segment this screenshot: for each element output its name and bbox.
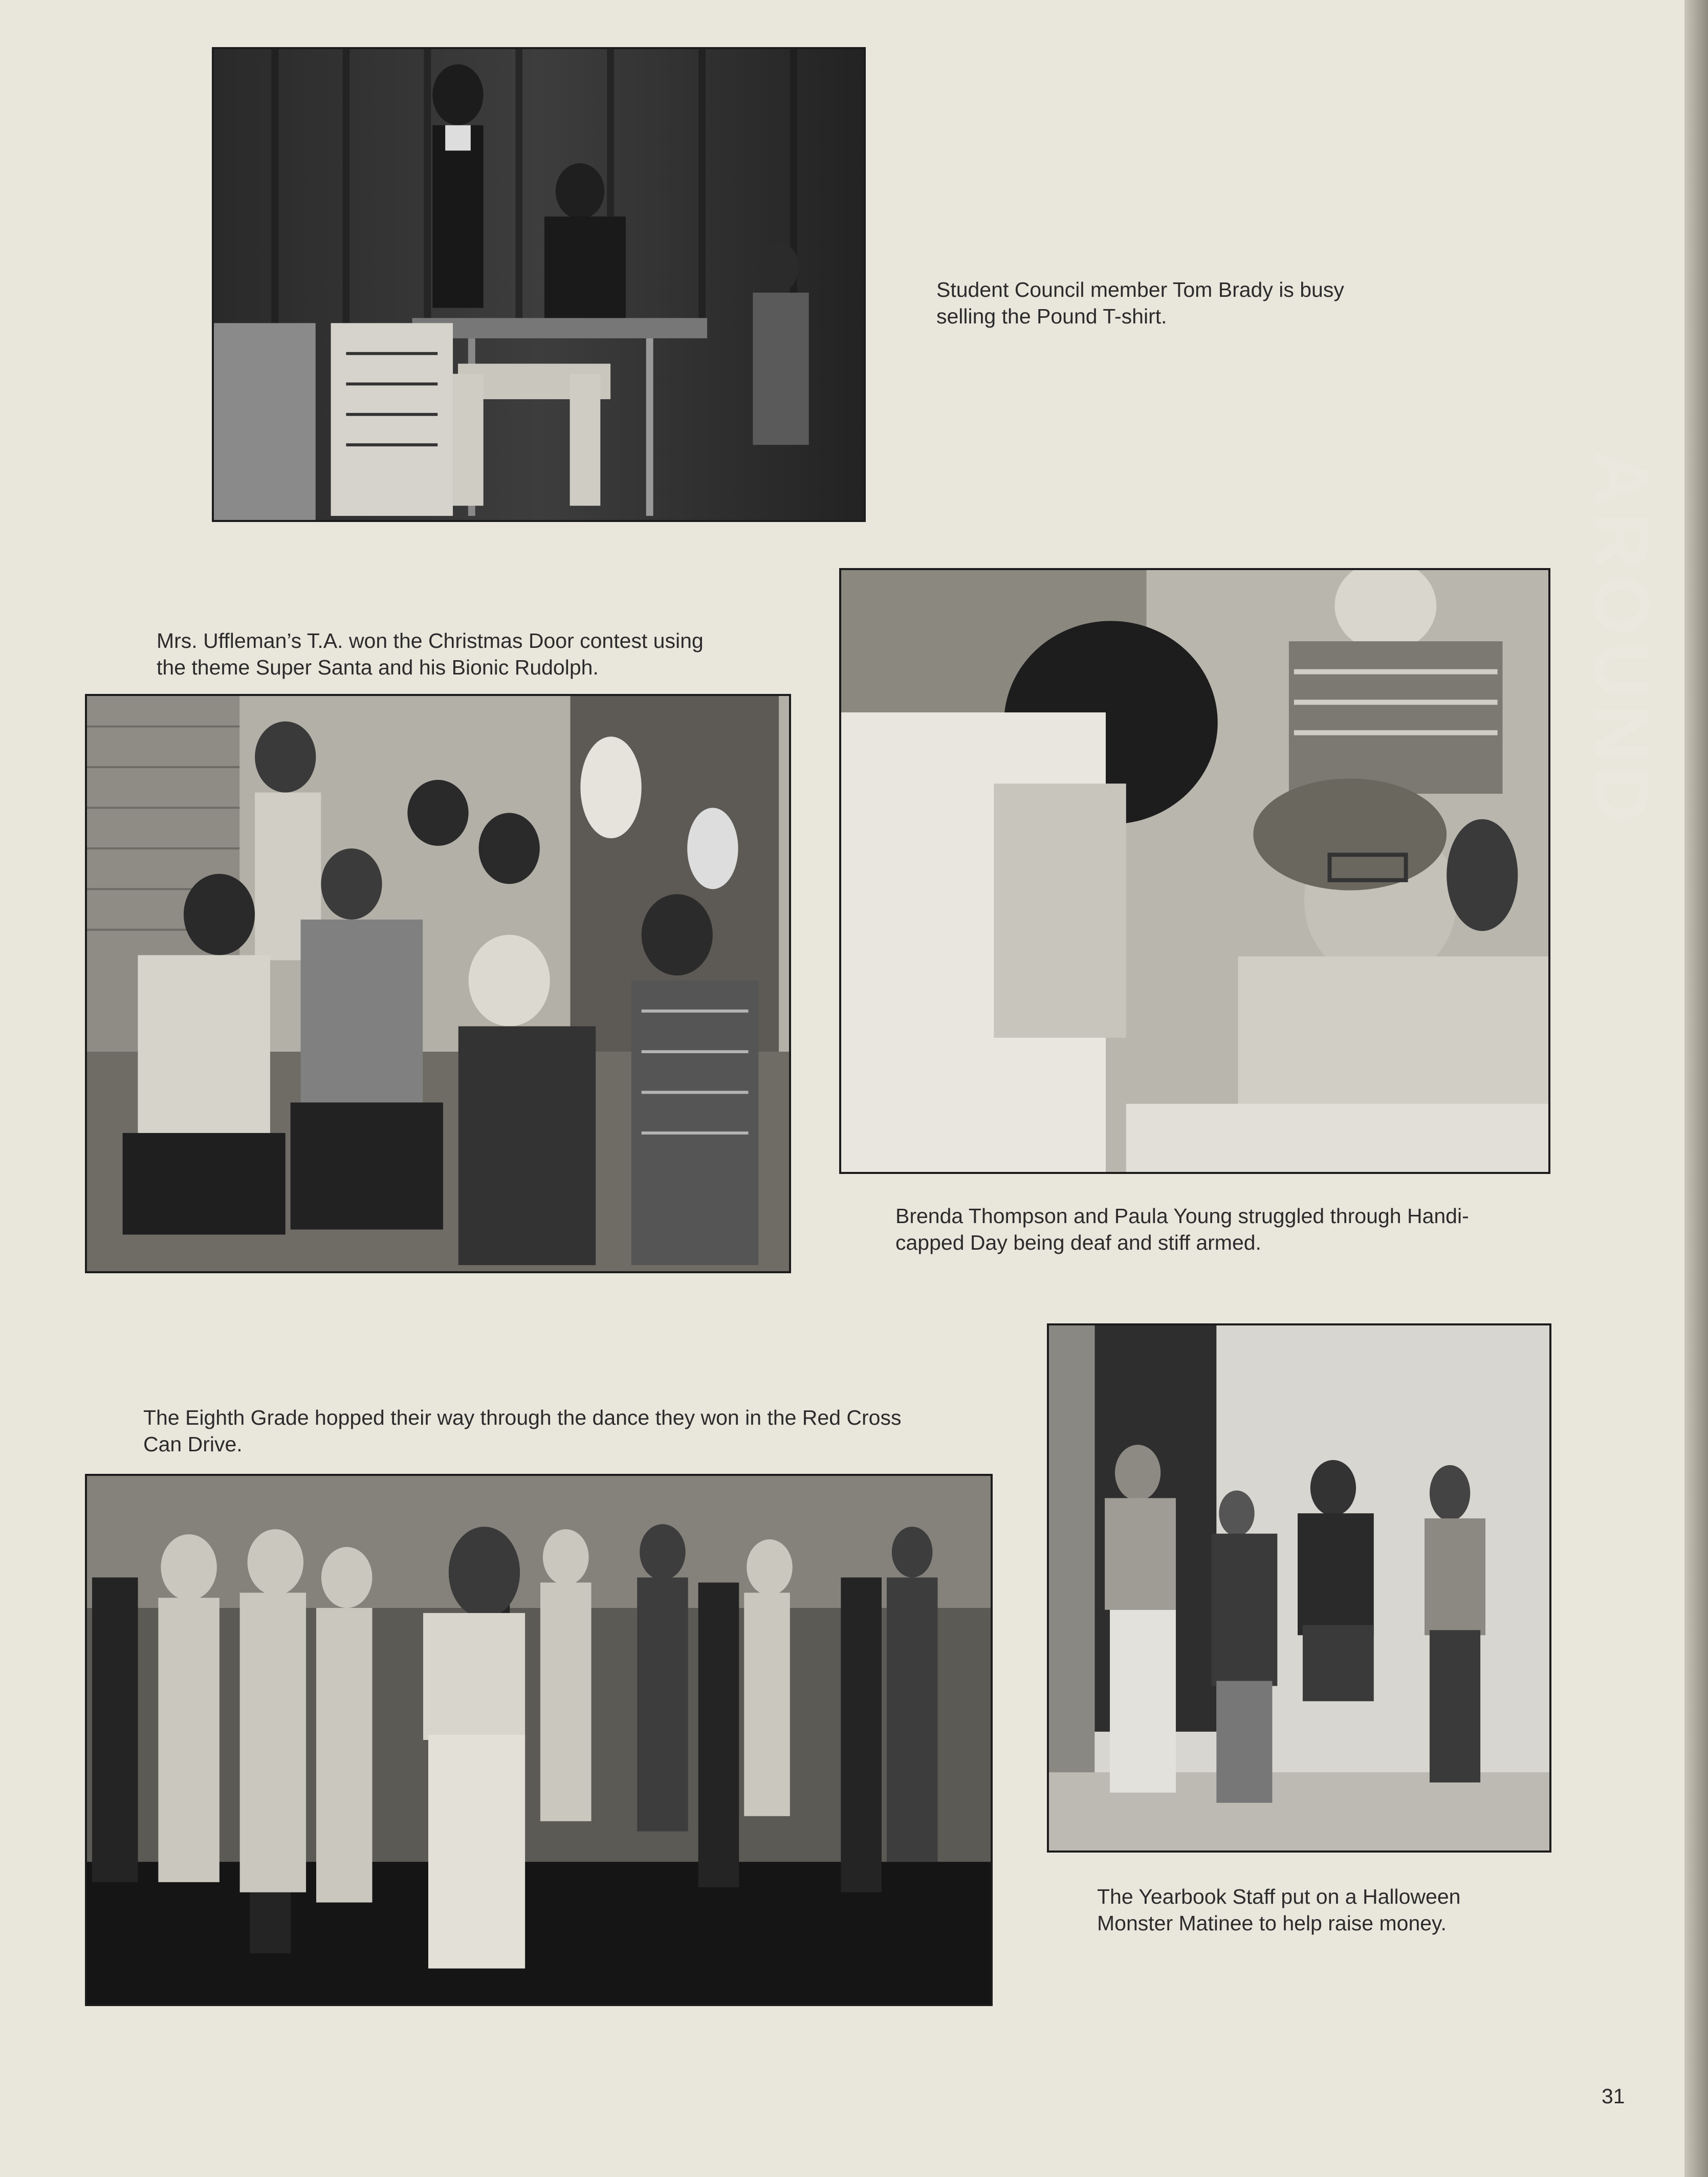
caption-dance	[143, 1404, 901, 1457]
caption-line: Student Council member Tom Brady is busy	[936, 278, 1344, 301]
caption-tshirt	[936, 276, 1344, 330]
photo-tshirt-sale	[212, 47, 866, 522]
caption-line: Can Drive.	[143, 1432, 243, 1456]
photo-christmas-door	[85, 694, 791, 1273]
caption-line: capped Day being deaf and stiff armed.	[895, 1231, 1261, 1254]
page-number: 31	[1602, 2084, 1625, 2108]
caption-line: the theme Super Santa and his Bionic Rudolph.	[157, 656, 599, 679]
photo-halloween-matinee	[1047, 1323, 1551, 1853]
photo-icon	[1049, 1325, 1549, 1851]
caption-line: Brenda Thompson and Paula Young struggled through Handi-	[895, 1204, 1469, 1228]
caption-handicapped	[895, 1203, 1469, 1256]
caption-line: selling the Pound T-shirt.	[936, 304, 1167, 328]
caption-line: Monster Matinee to help raise money.	[1097, 1911, 1447, 1935]
page-spine-shadow	[1684, 0, 1708, 2177]
caption-halloween	[1097, 1883, 1460, 1936]
caption-line: Mrs. Uffleman’s T.A. won the Christmas Door contest using	[157, 629, 704, 652]
photo-icon	[214, 49, 864, 520]
photo-red-cross-dance	[85, 1474, 993, 2006]
photo-handicapped-day	[839, 568, 1550, 1174]
caption-door	[157, 627, 704, 681]
photo-icon	[841, 570, 1548, 1172]
caption-line: The Yearbook Staff put on a Halloween	[1097, 1885, 1461, 1908]
photo-icon	[87, 696, 789, 1271]
side-watermark-text: AROUND	[1579, 450, 1665, 831]
photo-icon	[87, 1476, 991, 2004]
caption-line: The Eighth Grade hopped their way through the dance they won in the Red Cross	[143, 1406, 902, 1429]
